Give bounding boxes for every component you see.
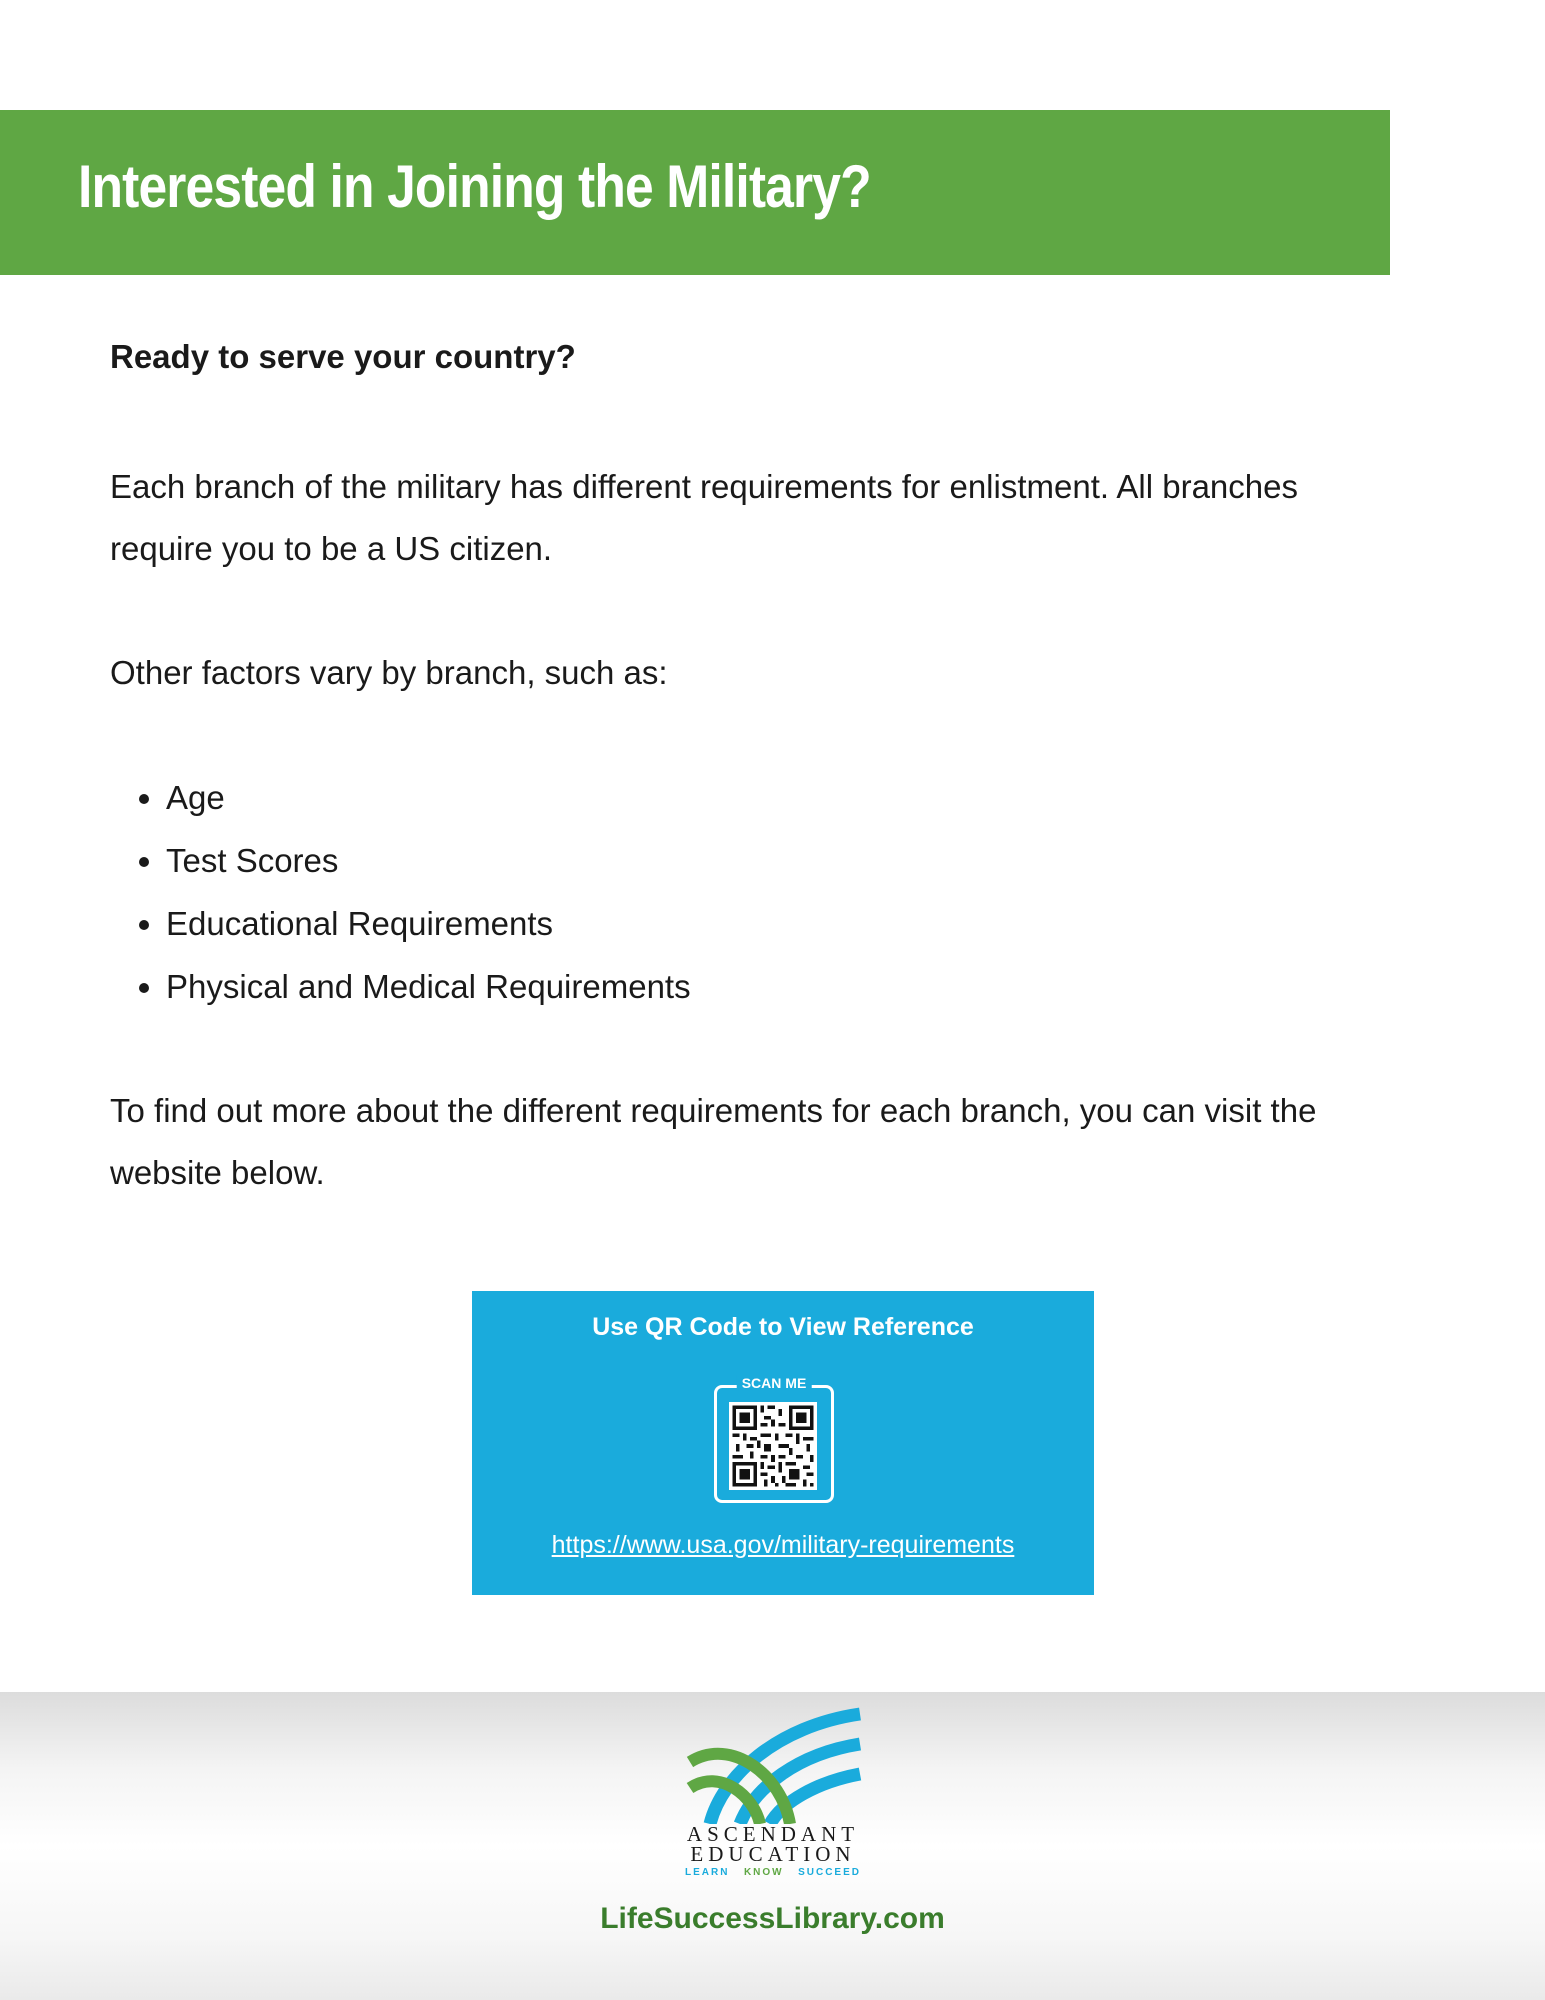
logo-tagline — [685, 1867, 861, 1878]
tagline-learn: LEARN — [685, 1867, 730, 1878]
factor-list — [110, 766, 691, 1018]
rainbow-arches-icon — [682, 1706, 864, 1824]
list-item: • Test Scores — [166, 829, 691, 892]
more-info-paragraph: To find out more about the different requirements for each branch, you can visit the website below. — [110, 1092, 1317, 1191]
page-title: Interested in Joining the Military? — [78, 153, 871, 220]
qr-code-icon[interactable] — [729, 1402, 817, 1490]
list-item: • Physical and Medical Requirements — [166, 955, 691, 1018]
logo-name-line-2: EDUCATION — [690, 1842, 856, 1866]
intro-paragraph: Each branch of the military has different requirements for enlistment. All branches require you to be a US citizen. — [110, 468, 1298, 567]
list-item: • Educational Requirements — [166, 892, 691, 955]
logo-name-line-1: ASCENDANT — [686, 1822, 860, 1846]
section-subheading: Ready to serve your country? — [110, 338, 576, 375]
reference-link[interactable]: https://www.usa.gov/military-requirements — [551, 1531, 1015, 1559]
factors-intro-paragraph: Other factors vary by branch, such as: — [110, 654, 668, 691]
footer — [0, 1692, 1545, 2000]
tagline-succeed: SUCCEED — [798, 1867, 861, 1878]
scan-me-label: SCAN ME — [737, 1375, 812, 1391]
tagline-know: KNOW — [743, 1867, 784, 1878]
title-banner — [0, 110, 1390, 275]
list-item: • Age — [166, 766, 691, 829]
footer-site-name: LifeSuccessLibrary.com — [600, 1902, 945, 1935]
qr-reference-box — [472, 1291, 1094, 1595]
ascendant-education-logo — [680, 1706, 866, 1878]
qr-frame — [714, 1375, 834, 1503]
qr-box-title: Use QR Code to View Reference — [592, 1313, 974, 1341]
